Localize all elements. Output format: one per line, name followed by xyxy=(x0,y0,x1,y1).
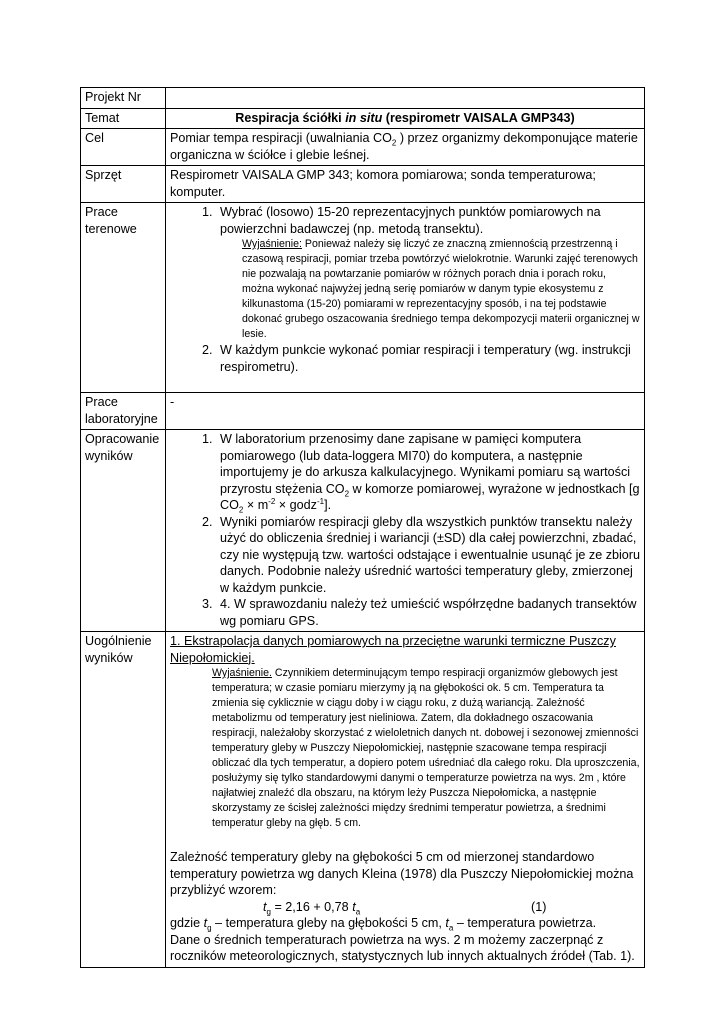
value-projekt xyxy=(166,88,645,109)
field-note xyxy=(242,237,640,342)
generalization-note-text: Czynnikiem determinującym tempo respiracji organizmów glebowych jest temperatura; w czasie pomiaru mierzymy ją na głębokości ok. 5 cm. Temperatura ta zmienia się cyklicznie w ciągu doby i w ciągu roku, z dużą wariancją. Zależność metabolizmu od temperatury jest nieliniowa. Zatem, dla dokładnego oszacowania respiracji, należałoby skorzystać z wieloletnich danych nt. dobowej i sezonowej zmienności temperatury gleby w Puszczy Niepołomickiej, następnie szacowane tempa respiracji obliczać dla tych temperatur, a dopiero potem uśredniać dla całego roku. Dla uproszczenia, posłużymy się tylko standardowymi danymi o temperaturze powietrza na wys. 2m , które najłatwiej znaleźć dla obszaru, na którym leży Puszcza Niepołomicka, a następnie skorzystamy ze ścisłej zależności między średnimi temperatur powietrza, a średnimi temperatur gleby na głęb. 5 cm. xyxy=(212,667,640,829)
label-cel: Cel xyxy=(81,129,166,166)
field-step-1-text: Wybrać (losowo) 15-20 reprezentacyjnych punktów pomiarowych na powierzchni badawczej (np. metodą transektu). xyxy=(220,205,601,236)
value-prace-lab: - xyxy=(166,393,645,430)
gdzie-post: – temperatura powietrza. xyxy=(453,916,597,930)
a1-sub2: 2 xyxy=(238,505,244,515)
generalization-heading: 1. Ekstrapolacja danych pomiarowych na przeciętne warunki termiczne Puszczy Niepołomickiej. xyxy=(170,634,616,665)
analysis-step-2: 2. Wyniki pomiarów respiracji gleby dla wszystkich punktów transektu należy użyć do obliczenia średniej i wariancji (±SD) dla całej powierzchni, zbadać, czy nie występują tzw. wartości odstające i ewentualnie usunąć je ze zbioru danych. Podobnie należy uśrednić wartości temperatury gleby, zmierzonej w każdym punkcie. xyxy=(216,514,640,597)
label-temat: Temat xyxy=(81,108,166,129)
generalization-note-label: Wyjaśnienie. xyxy=(212,667,272,679)
a1-e: ]. xyxy=(324,498,332,512)
field-step-1 xyxy=(216,204,640,342)
generalization-para-1: Zależność temperatury gleby na głębokości 5 cm od mierzonej standardowo temperatury powietrza wg danych Kleina (1978) dla Puszczy Niepołomickiej można przybliżyć wzorem: xyxy=(170,850,634,897)
row-prace-terenowe xyxy=(81,203,645,393)
formula-1 xyxy=(170,899,640,916)
row-projekt xyxy=(81,88,645,109)
a1-c: × m xyxy=(243,498,269,512)
cel-post: ) przez organizmy dekomponujące materie organiczna w ściółce i glebie leśnej. xyxy=(170,131,638,162)
analysis-step-3: 3. 4. W sprawozdaniu należy też umieścić współrzędne badanych transektów wg pomiaru GPS. xyxy=(216,596,640,629)
a1-sup1: -2 xyxy=(268,496,276,506)
gdzie-t2: t xyxy=(445,916,449,930)
label-prace-lab: Prace laboratoryjne xyxy=(81,393,166,430)
label-uogolnienie: Uogólnienie wyników xyxy=(81,632,166,968)
row-opracowanie xyxy=(81,430,645,632)
temat-post: (respirometr VAISALA GMP343) xyxy=(382,110,575,125)
generalization-para-2: Dane o średnich temperaturach powietrza na wys. 2 m możemy zaczerpnąć z roczników meteorologicznych, statystycznych lub innych aktualnych źródeł (Tab. 1). xyxy=(170,932,635,963)
a1-sub: 2 xyxy=(344,489,350,499)
gdzie-mid: – temperatura gleby na głębokości 5 cm, xyxy=(211,916,446,930)
label-prace-terenowe: Prace terenowe xyxy=(81,203,166,393)
field-step-2: 2. W każdym punkcie wykonać pomiar respiracji i temperatury (wg. instrukcji respirometru). xyxy=(216,342,640,375)
field-note-label: Wyjaśnienie: xyxy=(242,238,302,250)
temat-pre: Respiracja ściółki xyxy=(235,110,346,125)
formula-t: t xyxy=(263,899,267,914)
analysis-step-1 xyxy=(216,431,640,514)
value-prace-terenowe xyxy=(166,203,645,393)
cel-sub: 2 xyxy=(391,138,397,148)
formula-sub-g: g xyxy=(266,907,271,917)
a1-sup2: -1 xyxy=(316,496,325,506)
value-uogolnienie xyxy=(166,632,645,968)
row-prace-lab xyxy=(81,393,645,430)
spacer xyxy=(170,831,640,849)
label-sprzet: Sprzęt xyxy=(81,166,166,203)
analysis-steps-list xyxy=(170,431,640,629)
a1-a: W laboratorium przenosimy dane zapisane w pamięci komputera pomiarowego (lub data-loggera MI70) do komputera, a następnie importujemy je do arkusza kalkulacyjnego. Wynikami pomiaru są wartości przyrostu stężenia CO xyxy=(220,432,631,496)
field-note-text: Ponieważ należy się liczyć ze znaczną zmiennością przestrzenną i czasową respiracji, pomiar trzeba powtórzyć wielokrotnie. Warunki zajęć terenowych nie pozwalają na powtarzanie pomiarów w różnych porach dnia i porach roku, można wykonać najwyżej jedną serię pomiarów w danym typie ekosystemu z kilkunastoma (15-20) pomiarami w reprezentacyjny sposób, i na tej podstawie dokonać grubego oszacowania średniego tempa dekompozycji materii organicznej w lesie. xyxy=(242,238,640,340)
label-projekt: Projekt Nr xyxy=(81,88,166,109)
value-temat xyxy=(166,108,645,129)
gdzie-pre: gdzie xyxy=(170,916,204,930)
generalization-gdzie xyxy=(170,915,640,932)
gdzie-sub-a: a xyxy=(448,923,454,933)
row-cel xyxy=(81,129,645,166)
temat-em: in situ xyxy=(345,110,383,125)
a1-d: × godz xyxy=(275,498,317,512)
formula-number: (1) xyxy=(531,899,547,914)
formula-t2: t xyxy=(352,899,356,914)
gdzie-t: t xyxy=(203,916,208,930)
row-uogolnienie xyxy=(81,632,645,968)
row-sprzet xyxy=(81,166,645,203)
label-opracowanie: Opracowanie wyników xyxy=(81,430,166,632)
formula-mid: = 2,16 + 0,78 xyxy=(270,899,353,914)
a1-b: w komorze pomiarowej, wyrażone w jednostkach [g CO xyxy=(220,481,640,512)
value-sprzet: Respirometr VAISALA GMP 343; komora pomiarowa; sonda temperaturowa; komputer. xyxy=(166,166,645,203)
cel-pre: Pomiar tempa respiracji (uwalniania CO xyxy=(170,131,392,145)
value-opracowanie xyxy=(166,430,645,632)
value-cel xyxy=(166,129,645,166)
field-steps-list xyxy=(170,204,640,375)
generalization-note xyxy=(212,666,640,831)
protocol-table xyxy=(80,87,645,968)
formula-sub-a: a xyxy=(355,907,361,917)
row-temat xyxy=(81,108,645,129)
gdzie-sub-g: g xyxy=(207,923,212,933)
